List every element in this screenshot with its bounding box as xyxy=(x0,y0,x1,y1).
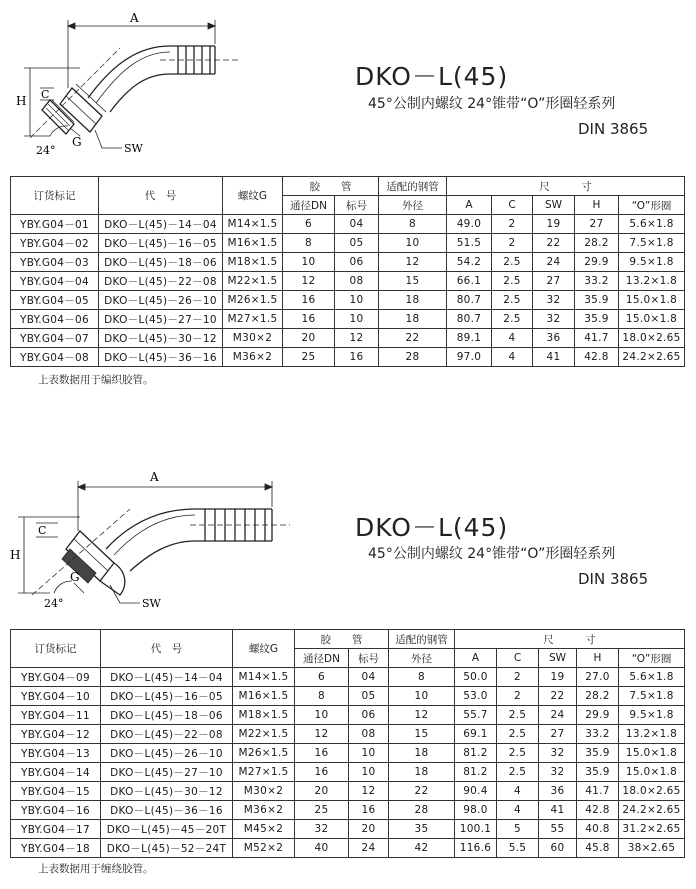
col-header-c: C xyxy=(492,196,533,215)
dim-label-a: A xyxy=(130,11,139,25)
cell-dn: 40 xyxy=(295,839,349,858)
cell-oring: 24.2×2.65 xyxy=(619,801,685,820)
cell-dash: 08 xyxy=(335,272,379,291)
cell-a: 81.2 xyxy=(455,744,497,763)
cell-sw: 27 xyxy=(539,725,577,744)
cell-od: 8 xyxy=(379,215,447,234)
col-header-a: A xyxy=(447,196,492,215)
spec-table xyxy=(10,176,685,367)
cell-c: 2.5 xyxy=(497,744,539,763)
cell-a: 50.0 xyxy=(455,668,497,687)
col-header-code: 代 号 xyxy=(101,630,233,668)
cell-thread: M27×1.5 xyxy=(233,763,295,782)
cell-oring: 9.5×1.8 xyxy=(619,253,685,272)
dim-label-a: A xyxy=(150,470,159,484)
product-title: DKO－L(45) xyxy=(355,513,509,542)
cell-od: 18 xyxy=(379,291,447,310)
cell-sw: 55 xyxy=(539,820,577,839)
col-header-dimensions: 尺 寸 xyxy=(447,177,685,196)
cell-code: DKO－L(45)－22－08 xyxy=(99,272,223,291)
cell-dash: 06 xyxy=(349,706,389,725)
cell-oring: 13.2×1.8 xyxy=(619,272,685,291)
cell-order: YBY.G04－18 xyxy=(11,839,101,858)
cell-dash: 10 xyxy=(335,291,379,310)
col-header-oring: “O”形圈 xyxy=(619,196,685,215)
cell-code: DKO－L(45)－52－24T xyxy=(101,839,233,858)
cell-oring: 7.5×1.8 xyxy=(619,234,685,253)
cell-thread: M36×2 xyxy=(223,348,283,367)
spec-table xyxy=(10,629,685,858)
dim-label-g: G xyxy=(72,135,82,149)
cell-order: YBY.G04－03 xyxy=(11,253,99,272)
table-row xyxy=(11,310,685,329)
cell-c: 4 xyxy=(492,329,533,348)
cell-a: 49.0 xyxy=(447,215,492,234)
cell-order: YBY.G04－14 xyxy=(11,763,101,782)
col-header-dn: 通径DN xyxy=(283,196,335,215)
table-row xyxy=(11,348,685,367)
cell-h: 28.2 xyxy=(575,234,619,253)
cell-od: 12 xyxy=(389,706,455,725)
cell-od: 22 xyxy=(379,329,447,348)
table-note: 上表数据用于编织胶管。 xyxy=(38,374,154,386)
cell-dn: 16 xyxy=(283,291,335,310)
cell-dn: 25 xyxy=(295,801,349,820)
cell-h: 28.2 xyxy=(577,687,619,706)
table-row xyxy=(11,253,685,272)
col-header-code: 代 号 xyxy=(99,177,223,215)
cell-oring: 38×2.65 xyxy=(619,839,685,858)
cell-dash: 06 xyxy=(335,253,379,272)
cell-a: 51.5 xyxy=(447,234,492,253)
cell-sw: 36 xyxy=(539,782,577,801)
cell-oring: 18.0×2.65 xyxy=(619,329,685,348)
col-header-tube-od: 适配的钢管 xyxy=(389,630,455,649)
cell-oring: 13.2×1.8 xyxy=(619,725,685,744)
dim-label-angle: 24° xyxy=(36,144,56,157)
cell-order: YBY.G04－02 xyxy=(11,234,99,253)
cell-thread: M14×1.5 xyxy=(233,668,295,687)
col-header-order: 订货标记 xyxy=(11,177,99,215)
cell-sw: 32 xyxy=(539,763,577,782)
dim-label-g: G xyxy=(70,570,80,584)
cell-sw: 24 xyxy=(539,706,577,725)
col-header-dn: 通径DN xyxy=(295,649,349,668)
cell-code: DKO－L(45)－30－12 xyxy=(99,329,223,348)
cell-c: 5.5 xyxy=(497,839,539,858)
cell-thread: M27×1.5 xyxy=(223,310,283,329)
cell-code: DKO－L(45)－45－20T xyxy=(101,820,233,839)
cell-a: 66.1 xyxy=(447,272,492,291)
cell-thread: M16×1.5 xyxy=(223,234,283,253)
cell-oring: 15.0×1.8 xyxy=(619,744,685,763)
cell-od: 18 xyxy=(379,310,447,329)
cell-a: 81.2 xyxy=(455,763,497,782)
cell-code: DKO－L(45)－27－10 xyxy=(101,763,233,782)
standard-label: DIN 3865 xyxy=(578,570,649,588)
cell-h: 35.9 xyxy=(575,291,619,310)
cell-dash: 04 xyxy=(349,668,389,687)
cell-c: 2 xyxy=(497,687,539,706)
cell-h: 42.8 xyxy=(577,801,619,820)
cell-dn: 20 xyxy=(283,329,335,348)
cell-oring: 5.6×1.8 xyxy=(619,215,685,234)
cell-dash: 10 xyxy=(349,744,389,763)
cell-a: 53.0 xyxy=(455,687,497,706)
cell-thread: M52×2 xyxy=(233,839,295,858)
cell-dash: 10 xyxy=(349,763,389,782)
cell-thread: M36×2 xyxy=(233,801,295,820)
cell-code: DKO－L(45)－26－10 xyxy=(101,744,233,763)
table-row xyxy=(11,763,685,782)
cell-a: 69.1 xyxy=(455,725,497,744)
table-row xyxy=(11,668,685,687)
cell-order: YBY.G04－01 xyxy=(11,215,99,234)
cell-h: 33.2 xyxy=(577,725,619,744)
col-header-hose: 胶 管 xyxy=(295,630,389,649)
cell-code: DKO－L(45)－26－10 xyxy=(99,291,223,310)
cell-sw: 60 xyxy=(539,839,577,858)
cell-thread: M22×1.5 xyxy=(233,725,295,744)
col-header-dash: 标号 xyxy=(349,649,389,668)
table-row xyxy=(11,820,685,839)
col-header-order: 订货标记 xyxy=(11,630,101,668)
cell-a: 90.4 xyxy=(455,782,497,801)
cell-thread: M18×1.5 xyxy=(233,706,295,725)
cell-od: 42 xyxy=(389,839,455,858)
cell-sw: 41 xyxy=(539,801,577,820)
cell-h: 41.7 xyxy=(575,329,619,348)
cell-thread: M26×1.5 xyxy=(233,744,295,763)
cell-h: 35.9 xyxy=(577,763,619,782)
table-row xyxy=(11,329,685,348)
cell-sw: 19 xyxy=(533,215,575,234)
table-row xyxy=(11,687,685,706)
cell-od: 28 xyxy=(379,348,447,367)
cell-order: YBY.G04－10 xyxy=(11,687,101,706)
cell-thread: M18×1.5 xyxy=(223,253,283,272)
cell-thread: M14×1.5 xyxy=(223,215,283,234)
cell-code: DKO－L(45)－30－12 xyxy=(101,782,233,801)
col-header-oring: “O”形圈 xyxy=(619,649,685,668)
dim-label-c: C xyxy=(38,524,47,537)
cell-order: YBY.G04－09 xyxy=(11,668,101,687)
table-row xyxy=(11,801,685,820)
table-row xyxy=(11,291,685,310)
cell-oring: 15.0×1.8 xyxy=(619,291,685,310)
cell-sw: 19 xyxy=(539,668,577,687)
cell-order: YBY.G04－08 xyxy=(11,348,99,367)
cell-code: DKO－L(45)－36－16 xyxy=(99,348,223,367)
cell-dn: 8 xyxy=(295,687,349,706)
cell-c: 2.5 xyxy=(492,253,533,272)
cell-dn: 20 xyxy=(295,782,349,801)
cell-dash: 24 xyxy=(349,839,389,858)
table-row xyxy=(11,215,685,234)
cell-thread: M30×2 xyxy=(233,782,295,801)
cell-order: YBY.G04－15 xyxy=(11,782,101,801)
col-header-tube-od-2: 外径 xyxy=(389,649,455,668)
cell-od: 15 xyxy=(389,725,455,744)
cell-h: 27.0 xyxy=(577,668,619,687)
fitting-drawing xyxy=(10,8,330,158)
cell-a: 80.7 xyxy=(447,291,492,310)
dim-label-c: C xyxy=(41,88,50,101)
cell-dn: 32 xyxy=(295,820,349,839)
dim-label-h: H xyxy=(10,548,21,562)
cell-od: 18 xyxy=(389,744,455,763)
dim-label-sw: SW xyxy=(142,597,161,610)
dim-label-sw: SW xyxy=(124,142,143,155)
cell-code: DKO－L(45)－22－08 xyxy=(101,725,233,744)
dim-label-angle: 24° xyxy=(44,597,64,610)
cell-dash: 04 xyxy=(335,215,379,234)
table-row xyxy=(11,782,685,801)
cell-dn: 6 xyxy=(295,668,349,687)
cell-code: DKO－L(45)－18－06 xyxy=(101,706,233,725)
cell-od: 15 xyxy=(379,272,447,291)
cell-sw: 32 xyxy=(539,744,577,763)
cell-a: 97.0 xyxy=(447,348,492,367)
cell-h: 35.9 xyxy=(575,310,619,329)
cell-code: DKO－L(45)－36－16 xyxy=(101,801,233,820)
standard-label: DIN 3865 xyxy=(578,120,649,138)
product-section-2 xyxy=(0,445,696,889)
cell-dn: 6 xyxy=(283,215,335,234)
cell-thread: M16×1.5 xyxy=(233,687,295,706)
cell-code: DKO－L(45)－14－04 xyxy=(101,668,233,687)
col-header-dimensions: 尺 寸 xyxy=(455,630,685,649)
cell-od: 8 xyxy=(389,668,455,687)
cell-od: 10 xyxy=(379,234,447,253)
table-row xyxy=(11,272,685,291)
cell-order: YBY.G04－06 xyxy=(11,310,99,329)
product-title: DKO－L(45) xyxy=(355,62,509,91)
cell-a: 80.7 xyxy=(447,310,492,329)
cell-thread: M30×2 xyxy=(223,329,283,348)
cell-dn: 16 xyxy=(283,310,335,329)
table-row xyxy=(11,706,685,725)
table-row xyxy=(11,725,685,744)
cell-dn: 10 xyxy=(283,253,335,272)
cell-thread: M26×1.5 xyxy=(223,291,283,310)
cell-h: 29.9 xyxy=(575,253,619,272)
cell-c: 2.5 xyxy=(492,291,533,310)
cell-h: 35.9 xyxy=(577,744,619,763)
cell-c: 5 xyxy=(497,820,539,839)
cell-oring: 9.5×1.8 xyxy=(619,706,685,725)
cell-dash: 20 xyxy=(349,820,389,839)
cell-dn: 8 xyxy=(283,234,335,253)
cell-dn: 12 xyxy=(283,272,335,291)
cell-thread: M22×1.5 xyxy=(223,272,283,291)
table-note: 上表数据用于缠绕胶管。 xyxy=(38,863,154,875)
col-header-tube-od: 适配的钢管 xyxy=(379,177,447,196)
cell-c: 4 xyxy=(492,348,533,367)
cell-dash: 16 xyxy=(349,801,389,820)
cell-od: 28 xyxy=(389,801,455,820)
cell-a: 89.1 xyxy=(447,329,492,348)
col-header-tube-od-2: 外径 xyxy=(379,196,447,215)
cell-dn: 25 xyxy=(283,348,335,367)
cell-oring: 15.0×1.8 xyxy=(619,763,685,782)
col-header-hose: 胶 管 xyxy=(283,177,379,196)
cell-order: YBY.G04－04 xyxy=(11,272,99,291)
cell-h: 33.2 xyxy=(575,272,619,291)
col-header-dash: 标号 xyxy=(335,196,379,215)
cell-c: 2 xyxy=(497,668,539,687)
col-header-a: A xyxy=(455,649,497,668)
table-row xyxy=(11,839,685,858)
cell-a: 100.1 xyxy=(455,820,497,839)
cell-a: 116.6 xyxy=(455,839,497,858)
cell-dash: 05 xyxy=(349,687,389,706)
col-header-h: H xyxy=(575,196,619,215)
cell-sw: 22 xyxy=(539,687,577,706)
cell-sw: 41 xyxy=(533,348,575,367)
cell-h: 45.8 xyxy=(577,839,619,858)
dim-label-h: H xyxy=(16,94,27,108)
col-header-thread: 螺纹G xyxy=(233,630,295,668)
cell-c: 4 xyxy=(497,801,539,820)
cell-dash: 10 xyxy=(335,310,379,329)
cell-c: 2.5 xyxy=(497,725,539,744)
cell-h: 27 xyxy=(575,215,619,234)
cell-oring: 7.5×1.8 xyxy=(619,687,685,706)
cell-dn: 16 xyxy=(295,744,349,763)
cell-dash: 12 xyxy=(335,329,379,348)
cell-dn: 12 xyxy=(295,725,349,744)
cell-od: 12 xyxy=(379,253,447,272)
cell-c: 2.5 xyxy=(497,763,539,782)
cell-order: YBY.G04－11 xyxy=(11,706,101,725)
table-row xyxy=(11,234,685,253)
cell-h: 42.8 xyxy=(575,348,619,367)
cell-code: DKO－L(45)－18－06 xyxy=(99,253,223,272)
cell-dash: 08 xyxy=(349,725,389,744)
cell-h: 40.8 xyxy=(577,820,619,839)
cell-od: 22 xyxy=(389,782,455,801)
cell-sw: 27 xyxy=(533,272,575,291)
col-header-c: C xyxy=(497,649,539,668)
cell-sw: 36 xyxy=(533,329,575,348)
cell-oring: 5.6×1.8 xyxy=(619,668,685,687)
cell-c: 2 xyxy=(492,234,533,253)
cell-c: 2.5 xyxy=(492,272,533,291)
cell-sw: 22 xyxy=(533,234,575,253)
cell-c: 4 xyxy=(497,782,539,801)
cell-oring: 18.0×2.65 xyxy=(619,782,685,801)
cell-od: 35 xyxy=(389,820,455,839)
col-header-sw: SW xyxy=(533,196,575,215)
cell-od: 10 xyxy=(389,687,455,706)
cell-a: 54.2 xyxy=(447,253,492,272)
fitting-drawing xyxy=(10,461,330,611)
col-header-h: H xyxy=(577,649,619,668)
cell-h: 29.9 xyxy=(577,706,619,725)
cell-sw: 32 xyxy=(533,310,575,329)
cell-code: DKO－L(45)－16－05 xyxy=(101,687,233,706)
cell-order: YBY.G04－05 xyxy=(11,291,99,310)
cell-sw: 32 xyxy=(533,291,575,310)
cell-dash: 16 xyxy=(335,348,379,367)
cell-dash: 12 xyxy=(349,782,389,801)
cell-order: YBY.G04－16 xyxy=(11,801,101,820)
cell-c: 2.5 xyxy=(492,310,533,329)
col-header-sw: SW xyxy=(539,649,577,668)
cell-dash: 05 xyxy=(335,234,379,253)
cell-oring: 24.2×2.65 xyxy=(619,348,685,367)
cell-thread: M45×2 xyxy=(233,820,295,839)
product-subtitle: 45°公制内螺纹 24°锥带“O”形圈轻系列 xyxy=(368,546,616,562)
cell-order: YBY.G04－17 xyxy=(11,820,101,839)
table-row xyxy=(11,744,685,763)
cell-order: YBY.G04－13 xyxy=(11,744,101,763)
cell-order: YBY.G04－07 xyxy=(11,329,99,348)
cell-oring: 31.2×2.65 xyxy=(619,820,685,839)
cell-a: 98.0 xyxy=(455,801,497,820)
product-subtitle: 45°公制内螺纹 24°锥带“O”形圈轻系列 xyxy=(368,96,616,112)
cell-oring: 15.0×1.8 xyxy=(619,310,685,329)
cell-c: 2 xyxy=(492,215,533,234)
cell-code: DKO－L(45)－16－05 xyxy=(99,234,223,253)
cell-od: 18 xyxy=(389,763,455,782)
cell-c: 2.5 xyxy=(497,706,539,725)
cell-dn: 16 xyxy=(295,763,349,782)
cell-h: 41.7 xyxy=(577,782,619,801)
cell-code: DKO－L(45)－14－04 xyxy=(99,215,223,234)
cell-a: 55.7 xyxy=(455,706,497,725)
cell-sw: 24 xyxy=(533,253,575,272)
col-header-thread: 螺纹G xyxy=(223,177,283,215)
cell-code: DKO－L(45)－27－10 xyxy=(99,310,223,329)
cell-dn: 10 xyxy=(295,706,349,725)
cell-order: YBY.G04－12 xyxy=(11,725,101,744)
